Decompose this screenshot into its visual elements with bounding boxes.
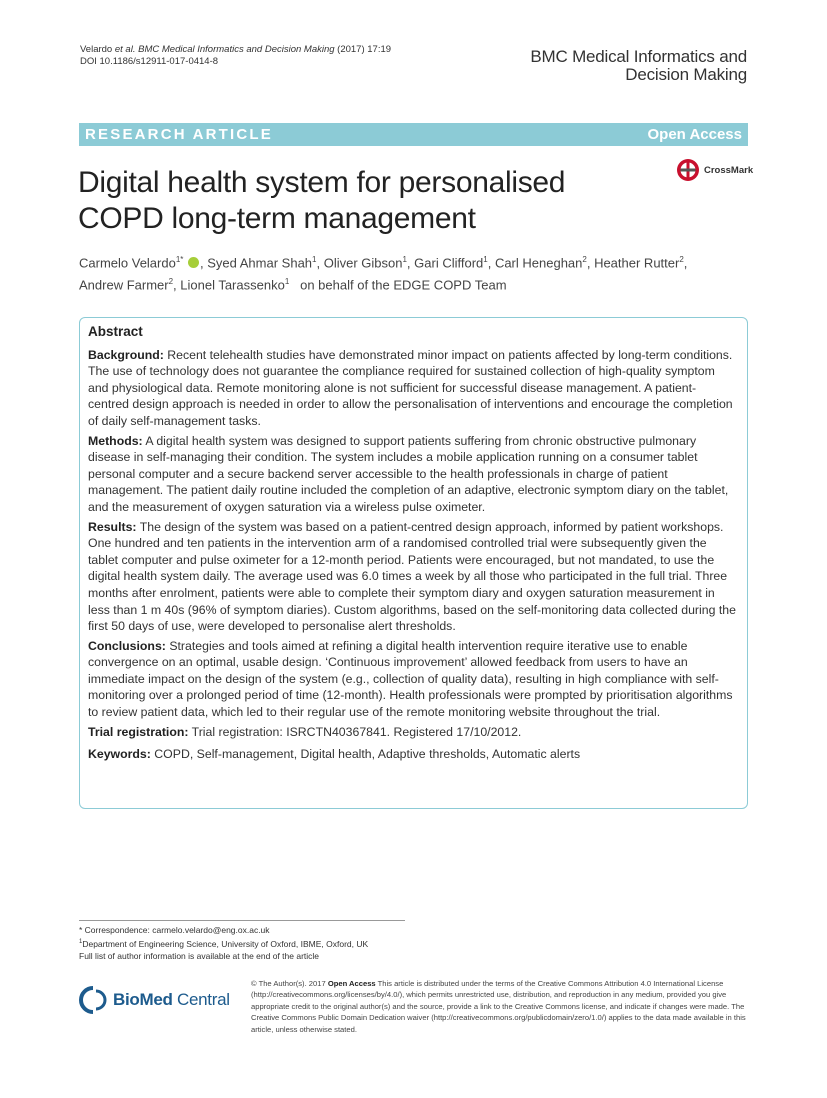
journal-line-1: BMC Medical Informatics and xyxy=(530,47,747,66)
section-label: Background: xyxy=(88,347,164,362)
biomed-central-wordmark xyxy=(113,990,230,1010)
author-team: on behalf of the EDGE COPD Team xyxy=(300,277,507,293)
logo-med: Med xyxy=(139,990,173,1009)
abstract-methods xyxy=(88,433,737,516)
author-name[interactable]: , Heather Rutter xyxy=(586,255,680,271)
citation-line xyxy=(80,44,391,56)
header-et-al: et al. xyxy=(114,44,136,55)
crossmark-icon xyxy=(676,158,700,182)
section-text: Strategies and tools aimed at refining a digital health intervention require iterative use to enable convergence on an optimal, usable design. ‘Continuous improvement’ allowed feedback from users to have an immediate impact on the design of the system (e.g., collection of quality data), resulting in high compliance with self-monitoring over a prolonged period of time (12-month). Health professionals were prompted by prioritisation algorithms to review patient data, which led to their regular use of the remote monitoring website throughout the trial. xyxy=(88,638,733,720)
license-open-access: Open Access xyxy=(327,979,376,988)
abstract-keywords xyxy=(88,746,737,763)
running-header xyxy=(80,44,391,68)
abstract-conclusions xyxy=(88,638,737,721)
section-label: Results: xyxy=(88,519,137,534)
article-type-banner xyxy=(79,123,748,146)
author-sup: 2 xyxy=(679,255,684,264)
abstract-background xyxy=(88,347,737,430)
footnote-divider xyxy=(79,920,405,921)
biomed-central-icon xyxy=(79,985,109,1015)
section-label: Methods: xyxy=(88,433,143,448)
affiliation-sup: 1 xyxy=(79,939,83,945)
author-name[interactable]: Carmelo Velardo xyxy=(79,255,176,271)
article-title xyxy=(78,165,668,237)
header-journal: BMC Medical Informatics and Decision Making xyxy=(138,44,335,55)
author-separator: , xyxy=(683,255,688,271)
author-name[interactable]: , Lionel Tarassenko xyxy=(173,277,285,293)
abstract-heading: Abstract xyxy=(88,324,143,339)
author-name[interactable]: , Gari Clifford xyxy=(406,255,484,271)
section-label: Trial registration: xyxy=(88,724,189,739)
author-list xyxy=(79,250,749,295)
affiliation-text: Department of Engineering Science, University of Oxford, IBME, Oxford, UK xyxy=(82,938,369,949)
abstract-trial-registration xyxy=(88,724,737,741)
correspondence[interactable]: * Correspondence: carmelo.velardo@eng.ox.ac.uk xyxy=(79,925,270,935)
crossmark-badge[interactable] xyxy=(676,158,753,182)
article-type-label: RESEARCH ARTICLE xyxy=(85,126,273,143)
section-text: COPD, Self-management, Digital health, Adaptive thresholds, Automatic alerts xyxy=(154,747,581,762)
author-sup: 2 xyxy=(582,255,587,264)
section-label: Keywords: xyxy=(88,747,151,762)
license-text: This article is distributed under the terms of the Creative Commons Attribution 4.0 International License (http://creativecommons.org/licenses/by/4.0/), which permits unrestricted use, distribution, and reproduction in any medium, provided you give appropriate credit to the original author(s) and the source, provide a link to the Creative Commons license, and indicate if changes were made. The Creative Commons Public Domain Dedication waiver (http://creativecommons.org/publicdomain/zero/1.0/) applies to the data made available in this article, unless otherwise stated. xyxy=(251,979,746,1034)
author-sup: 1 xyxy=(284,277,290,287)
header-author: Velardo xyxy=(80,44,113,55)
section-label: Conclusions: xyxy=(88,638,166,653)
author-name[interactable]: , Carl Heneghan xyxy=(487,255,583,271)
abstract-box xyxy=(79,317,748,809)
author-sup: 1 xyxy=(402,255,407,264)
author-sup: 1* xyxy=(175,255,184,264)
logo-bio: Bio xyxy=(113,990,140,1009)
orcid-icon[interactable] xyxy=(188,257,199,268)
abstract-results xyxy=(88,519,737,635)
section-text: Trial registration: ISRCTN40367841. Registered 17/10/2012. xyxy=(191,724,522,739)
license-statement xyxy=(251,978,749,1035)
section-text: A digital health system was designed to support patients suffering from chronic obstructive pulmonary disease in self-managing their condition. The system includes a mobile application running on a consumer tablet personal computer and a secure backend server accessible to the health professionals in charge of patient management. The patient daily routine included the completion of an adaptive, electronic symptom diary on the tablet, and the measurement of oxygen saturation via a wireless pulse oximeter. xyxy=(88,433,729,514)
author-name[interactable]: , Oliver Gibson xyxy=(316,255,403,271)
author-sup: 1 xyxy=(483,255,488,264)
license-copyright: © The Author(s). 2017 xyxy=(251,979,326,988)
affiliation xyxy=(79,936,368,950)
section-text: Recent telehealth studies have demonstrated minor impact on patients affected by long-term conditions. The use of technology does not guarantee the compliance required for sustained collection of high-quality symptom and physiological data. Remote monitoring alone is not sufficient for successful disease management. A patient-centred design approach is needed in order to allow the personalisation of interventions and encourage the completion of daily self-management tasks. xyxy=(88,347,733,428)
header-doi[interactable]: DOI 10.1186/s12911-017-0414-8 xyxy=(80,56,219,67)
section-text: The design of the system was based on a patient-centred design approach, informed by patient workshops. One hundred and ten patients in the intervention arm of a randomised controlled trial were subsequently given the tablet computer and pulse oximeter for a 12-month period. Patients were encouraged, but not mandated, to use the digital health system daily. The average used was 6.0 times a week by all those who participated in the full trial. Three months after enrolment, patients were able to complete their symptom diary and oxygen saturation measurement in less than 1 m 40s (96% of symptom diaries). Custom algorithms, based on the self-monitoring data collected during the first 50 days of use, were developed to personalise alert thresholds. xyxy=(88,519,736,634)
title-line-2: COPD long-term management xyxy=(78,202,476,235)
crossmark-label: CrossMark xyxy=(704,164,754,176)
author-name[interactable]: , Syed Ahmar Shah xyxy=(200,255,313,271)
author-name[interactable]: Andrew Farmer xyxy=(79,277,169,293)
author-sup: 2 xyxy=(168,277,174,287)
author-sup: 1 xyxy=(312,255,317,264)
footnotes xyxy=(79,924,368,962)
journal-line-2: Decision Making xyxy=(625,65,747,84)
title-line-1: Digital health system for personalised xyxy=(78,166,566,199)
header-year-volume: (2017) 17:19 xyxy=(337,44,392,55)
logo-central: Central xyxy=(172,990,230,1009)
open-access-label: Open Access xyxy=(647,126,742,143)
journal-name xyxy=(530,48,747,84)
author-info-note: Full list of author information is available at the end of the article xyxy=(79,950,320,961)
biomed-central-logo[interactable] xyxy=(79,985,230,1015)
